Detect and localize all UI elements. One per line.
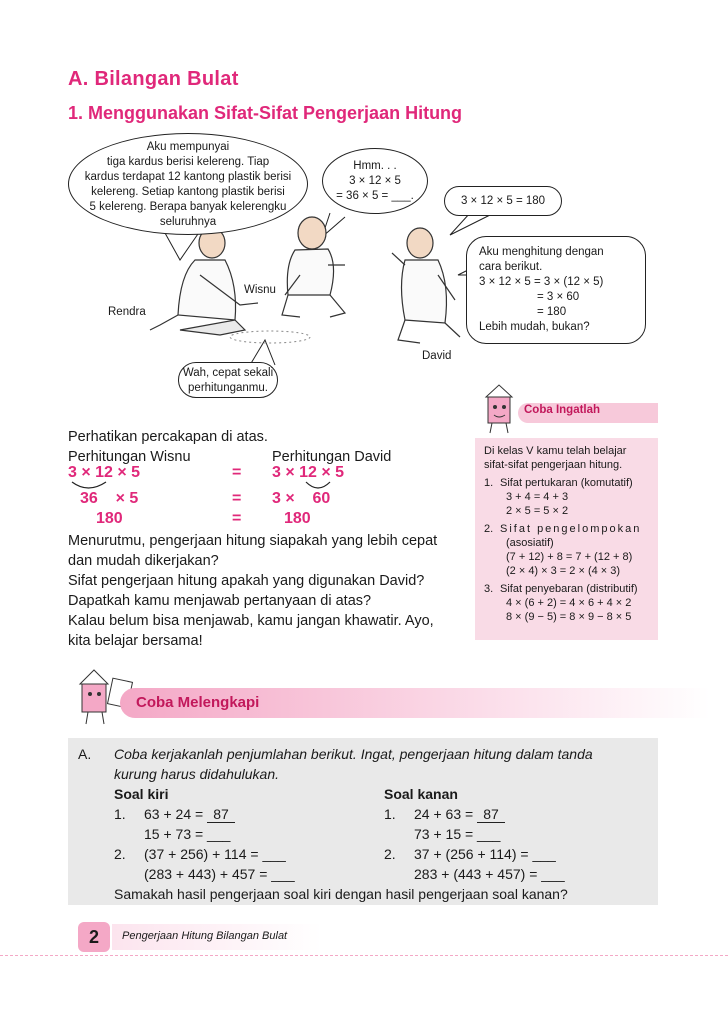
answer-value: 87 (477, 806, 505, 823)
rendra-reply-bubble: Wah, cepat sekali perhitunganmu. (178, 362, 278, 398)
calc-david-2: 3 × 60 (272, 490, 331, 507)
right-title: Soal kanan (384, 786, 458, 802)
calc-david-3: 180 (284, 510, 311, 527)
name-rendra: Rendra (108, 306, 146, 318)
section-title: A. Bilangan Bulat (68, 68, 239, 90)
bubble-tail (450, 213, 490, 235)
calc-eq-1: = (232, 464, 242, 481)
bubble-tail (165, 231, 200, 260)
exercise-question: Samakah hasil pengerjaan soal kiri dengan hasil pengerjaan soal kanan? (114, 886, 568, 902)
calc-wisnu-2: 36 × 5 (80, 490, 139, 507)
left-title: Soal kiri (114, 786, 169, 802)
calc-david-1: 3 × 12 × 5 (272, 464, 345, 481)
name-david: David (422, 350, 452, 362)
page-number: 2 (78, 922, 110, 952)
david-figure (392, 228, 460, 343)
wisnu-thought-bubble: Hmm. . . 3 × 12 × 5 = 36 × 5 = ___. (322, 148, 428, 214)
lengkapi-tab-label: Coba Melengkapi (136, 694, 260, 711)
result-bubble: 3 × 12 × 5 = 180 (444, 186, 562, 216)
name-wisnu: Wisnu (244, 284, 276, 296)
left-problems: 1. 63 + 24 = 87 15 + 73 = ___ 2. (37 + 256) + 114 = ___ (283 + 443) + 457 = ___ (114, 806, 295, 882)
mascot-icon (478, 383, 520, 435)
right-problems: 1. 24 + 63 = 87 73 + 15 = ___ 2. 37 + (256 + 114) = ___ 283 + (443 + 457) = ___ (384, 806, 565, 882)
answer-value: 87 (207, 806, 235, 823)
col-header-wisnu: Perhitungan Wisnu (68, 449, 191, 465)
exercise-instruction: Coba kerjakanlah penjumlahan berikut. Ingat, pengerjaan hitung dalam tanda kurung harus didahulukan. (114, 746, 593, 782)
ingat-tab-label: Coba Ingatlah (524, 404, 601, 416)
calc-wisnu-1: 3 × 12 × 5 (68, 464, 141, 481)
marbles (230, 331, 310, 343)
ingat-content: Di kelas V kamu telah belajar sifat-sifat pengerjaan hitung. 1. Sifat pertukaran (komutatif) 3 + 4 = 4 + 3 2 × 5 = 5 × 2 2. Sifat pengelompokan (asosiatif) (7 + 12) + 8 = 7 + (12 + 8) (2 × 4) × 3 = 2 × (4 × 3) 3. Sifat penyebaran (distributif) 4 × (6 + 2) = 4 × 6 + 4 × 2 8 × (9 − 5) = 8 × 9 − 8 × 5 (484, 445, 642, 623)
rendra-figure (150, 228, 258, 335)
calc-wisnu-3: 180 (96, 510, 123, 527)
wisnu-figure (282, 217, 345, 317)
calc-eq-3: = (232, 510, 242, 527)
col-header-david: Perhitungan David (272, 449, 392, 465)
david-explain-bubble: Aku menghitung dengan cara berikut. 3 × 12 × 5 = 3 × (12 × 5) = 3 × 60 = 180 Lebih mudah, bukan? (466, 236, 646, 344)
footer-title: Pengerjaan Hitung Bilangan Bulat (122, 930, 288, 942)
exercise-label: A. (78, 746, 92, 762)
subsection-title: 1. Menggunakan Sifat-Sifat Pengerjaan Hitung (68, 103, 463, 123)
calc-eq-2: = (232, 490, 242, 507)
rendra-question-bubble: Aku mempunyai tiga kardus berisi kelereng. Tiap kardus terdapat 12 kantong plastik berisi kelereng. Setiap kantong plastik berisi 5 kelereng. Berapa banyak kelerengku seluruhnya (68, 133, 308, 235)
divider (0, 955, 728, 956)
intro-text: Perhatikan percakapan di atas. (68, 429, 268, 445)
discussion-paragraph: Menurutmu, pengerjaan hitung siapakah yang lebih cepat dan mudah dikerjakan? Sifat pengerjaan hitung apakah yang digunakan David? Dapatkah kamu menjawab pertanyaan di atas? Kalau belum bisa menjawab, kamu jangan khawatir. Ayo, kita belajar bersama! (68, 533, 438, 649)
